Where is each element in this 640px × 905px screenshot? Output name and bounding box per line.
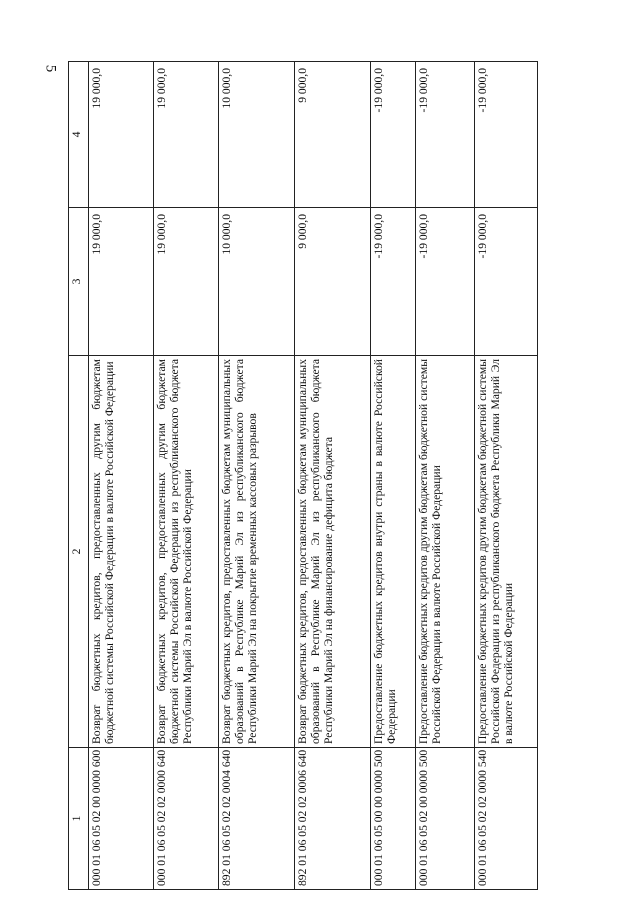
amount-cell-col3: -19 000,0 xyxy=(371,208,416,356)
table-row xyxy=(475,62,538,890)
table-header-row xyxy=(69,62,89,890)
amount-cell-col3: -19 000,0 xyxy=(416,208,475,356)
description-cell: Предоставление бюджетных кредитов внутри страны в валюте Российской Федерации xyxy=(371,356,416,748)
table-row xyxy=(219,62,295,890)
budget-code-cell: 000 01 06 05 02 02 0000 640 xyxy=(154,748,219,890)
budget-code-cell: 892 01 06 05 02 02 0004 640 xyxy=(219,748,295,890)
amount-cell-col4: -19 000,0 xyxy=(416,62,475,208)
description-cell: Предоставление бюджетных кредитов другим бюджетам бюджетной системы Российской Федерации из республиканского бюджета Республики Марий Эл в валюте Российской Федерации xyxy=(475,356,538,748)
amount-cell-col4: 19 000,0 xyxy=(154,62,219,208)
column-header: 2 xyxy=(69,356,89,748)
column-header: 1 xyxy=(69,748,89,890)
budget-table-sheet xyxy=(68,62,516,890)
column-header: 4 xyxy=(69,62,89,208)
budget-code-cell: 892 01 06 05 02 02 0006 640 xyxy=(295,748,371,890)
description-cell: Возврат бюджетных кредитов, предоставленных другим бюджетам бюджетной системы Российской Федерации из республиканского бюджета Республики Марий Эл в валюте Российской Федерации xyxy=(154,356,219,748)
amount-cell-col3: 19 000,0 xyxy=(154,208,219,356)
amount-cell-col4: 10 000,0 xyxy=(219,62,295,208)
table-row xyxy=(416,62,475,890)
amount-cell-col3: -19 000,0 xyxy=(475,208,538,356)
budget-code-cell: 000 01 06 05 02 02 0000 540 xyxy=(475,748,538,890)
budget-table xyxy=(68,61,538,890)
description-cell: Возврат бюджетных кредитов, предоставленных бюджетам муниципальных образований в Республике Марий Эл из республиканского бюджета Республики Марий Эл на финансирование дефицита бюджета xyxy=(295,356,371,748)
amount-cell-col4: 19 000,0 xyxy=(89,62,154,208)
amount-cell-col3: 19 000,0 xyxy=(89,208,154,356)
amount-cell-col4: 9 000,0 xyxy=(295,62,371,208)
budget-code-cell: 000 01 06 05 02 00 0000 500 xyxy=(416,748,475,890)
table-row xyxy=(89,62,154,890)
budget-code-cell: 000 01 06 05 00 00 0000 500 xyxy=(371,748,416,890)
description-cell: Возврат бюджетных кредитов, предоставленных бюджетам муниципальных образований в Республике Марий Эл из республиканского бюджета Республики Марий Эл на покрытие временных кассовых разрывов xyxy=(219,356,295,748)
description-cell: Предоставление бюджетных кредитов другим бюджетам бюджетной системы Российской Федерации в валюте Российской Федерации xyxy=(416,356,475,748)
description-cell: Возврат бюджетных кредитов, предоставленных другим бюджетам бюджетной системы Российской Федерации в валюте Российской Федерации xyxy=(89,356,154,748)
amount-cell-col4: -19 000,0 xyxy=(475,62,538,208)
budget-code-cell: 000 01 06 05 02 00 0000 600 xyxy=(89,748,154,890)
amount-cell-col3: 9 000,0 xyxy=(295,208,371,356)
table-row xyxy=(295,62,371,890)
column-header: 3 xyxy=(69,208,89,356)
table-row xyxy=(371,62,416,890)
table-row xyxy=(154,62,219,890)
page-number: 5 xyxy=(42,64,59,73)
amount-cell-col4: -19 000,0 xyxy=(371,62,416,208)
amount-cell-col3: 10 000,0 xyxy=(219,208,295,356)
